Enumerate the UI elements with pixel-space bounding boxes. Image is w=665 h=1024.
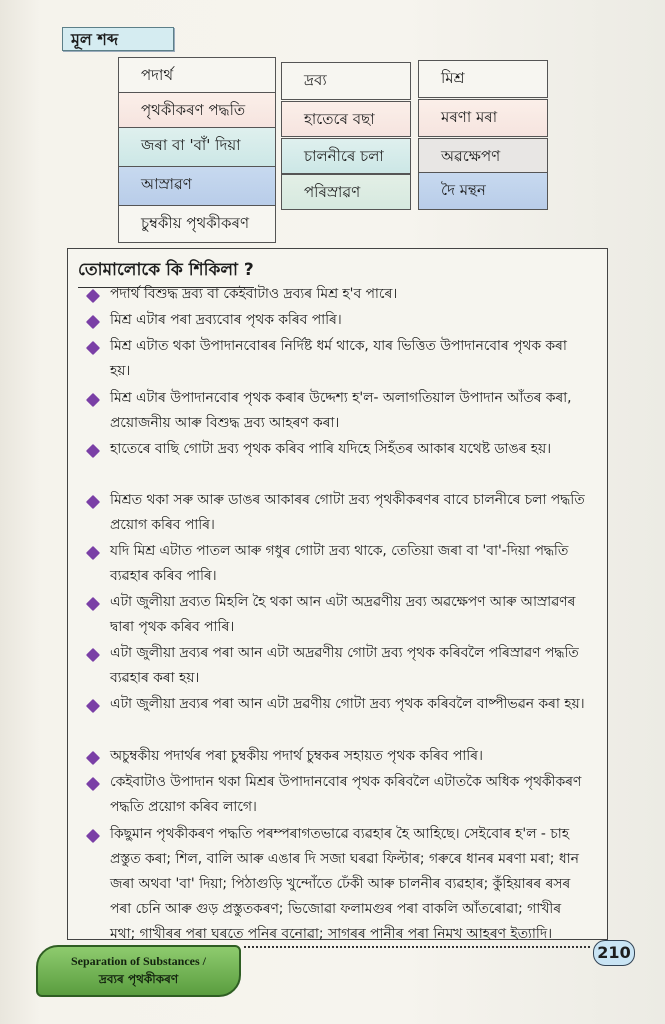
summary-title: তোমালোকে কি শিকিলা ? (78, 257, 254, 288)
diamond-bullet-icon (86, 315, 100, 329)
diamond-bullet-icon (86, 289, 100, 303)
keyword-box: জৰা বা 'বাঁ' দিয়া (118, 127, 276, 167)
diamond-bullet-icon (86, 444, 100, 458)
diamond-bullet-icon (86, 648, 100, 662)
page-number: 210 (593, 940, 635, 966)
keyword-box: পদাৰ্থ (118, 57, 276, 93)
keyword-box: মৰণা মৰা (418, 99, 548, 137)
keyword-box: দ্ৰব্য (281, 62, 411, 100)
keyword-box: চুম্বকীয় পৃথকীকৰণ (118, 205, 276, 243)
key-words-label: মূল শব্দ (62, 27, 174, 51)
keyword-box: দৈ মন্থন (418, 172, 548, 210)
footer-divider (244, 946, 590, 948)
diamond-bullet-icon (86, 597, 100, 611)
keyword-box: অৱক্ষেপণ (418, 138, 548, 174)
diamond-bullet-icon (86, 393, 100, 407)
chapter-title-en: Separation of Substances / (70, 954, 207, 968)
diamond-bullet-icon (86, 546, 100, 560)
keyword-box: পৃথকীকৰণ পদ্ধতি (118, 92, 276, 128)
chapter-title-as: দ্ৰব্যৰ পৃথকীকৰণ (98, 972, 179, 986)
diamond-bullet-icon (86, 777, 100, 791)
keyword-box: পৰিস্ৰাৱণ (281, 174, 411, 210)
keyword-box: চালনীৰে চলা (281, 138, 411, 174)
keyword-box: আস্ৰাৱণ (118, 166, 276, 206)
diamond-bullet-icon (86, 495, 100, 509)
summary-box: তোমালোকে কি শিকিলা ? পদাৰ্থ বিশুদ্ধ দ্ৰব্য বা কেইবাটাও দ্ৰব্যৰ মিশ্ৰ হ'ব পাৰে। মিশ্ৰ এটাৰ পৰা দ্ৰব্যবোৰ পৃথক কৰিব পাৰি। মিশ্ৰ এটাত থকা উপাদানবোৰৰ নিৰ্দিষ্ট ধৰ্ম থাকে, যাৰ ভিত্তিত উপাদানবোৰ পৃথক কৰা হয়। মিশ্ৰ এটাৰ উপাদানবোৰ পৃথক কৰাৰ উদ্দেশ্য হ'ল- অলাগতিয়াল উপাদান আঁতৰ কৰা, প্ৰয়োজনীয় আৰু বিশুদ্ধ দ্ৰব্য আহৰণ কৰা। হাতেৰে বাছি গোটা দ্ৰব্য পৃথক কৰিব পাৰি যদিহে সিহঁতৰ আকাৰ যথেষ্ট ডাঙৰ হয়। মিশ্ৰত থকা সৰু আৰু ডাঙৰ আকাৰৰ গোটা দ্ৰব্য পৃথকীকৰণৰ বাবে চালনীৰে চলা পদ্ধতি প্ৰয়োগ কৰিব পাৰি। যদি মিশ্ৰ এটাত পাতল আৰু গধুৰ গোটা দ্ৰব্য থাকে, তেতিয়া জৰা বা 'বা'-দিয়া পদ্ধতি ব্যৱহাৰ কৰিব পাৰি। এটা জুলীয়া দ্ৰব্যত মিহলি হৈ থকা আন এটা অদ্ৰৱণীয় দ্ৰব্য অৱক্ষেপণ আৰু আস্ৰাৱণৰ দ্বাৰা পৃথক কৰিব পাৰি। এটা জুলীয়া দ্ৰব্যৰ পৰা আন এটা অদ্ৰৱণীয় গোটা দ্ৰব্য পৃথক কৰিবলৈ পৰিস্ৰাৱণ পদ্ধতি ব্যৱহাৰ কৰা হয়। এটা জুলীয়া দ্ৰব্যৰ পৰা আন এটা দ্ৰৱণীয় গোটা দ্ৰব্য পৃথক কৰিবলৈ বাষ্পীভৱন কৰা হয়। অচুম্বকীয় পদাৰ্থৰ পৰা চুম্বকীয় পদাৰ্থ চুম্বকৰ সহায়ত পৃথক কৰিব পাৰি। কেইবাটাও উপাদান থকা মিশ্ৰৰ উপাদানবোৰ পৃথক কৰিবলৈ এটাতকৈ অধিক পৃথকীকৰণ পদ্ধতি প্ৰয়োগ কৰিব লাগে। কিছুমান পৃথকীকৰণ পদ্ধতি পৰম্পৰাগতভাৱে ব্যৱহাৰ হৈ আহিছে। সেইবোৰ হ'ল - চাহ প্ৰস্তুত কৰা; শিল, বালি আৰু এঙাৰ দি সজা ঘৰৱা ফিল্টাৰ; গৰুৰে ধানৰ মৰণা মৰা; ধান জৰা অথবা 'বা' দিয়া; পিঠাগুড়ি খুন্দোঁতে ঢেঁকী আৰু চালনীৰ ব্যৱহাৰ; কুঁহিয়াৰৰ ৰসৰ পৰা চেনি আৰু গুড় প্ৰস্তুতকৰণ; ভিজোৱা ফলামগুৰ পৰা বাকলি আঁতৰোৱা; গাখীৰ মথা; গাখীৰৰ পৰা ঘৰতে পনিৰ বনোৱা; সাগৰৰ পানীৰ পৰা নিমখ আহৰণ ইত্যাদি। (67, 248, 608, 940)
diamond-bullet-icon (86, 699, 100, 713)
diamond-bullet-icon (86, 829, 100, 843)
keyword-box: মিশ্ৰ (418, 60, 548, 98)
diamond-bullet-icon (86, 341, 100, 355)
keyword-box: হাতেৰে বছা (281, 101, 411, 137)
diamond-bullet-icon (86, 751, 100, 765)
chapter-badge (36, 945, 241, 997)
